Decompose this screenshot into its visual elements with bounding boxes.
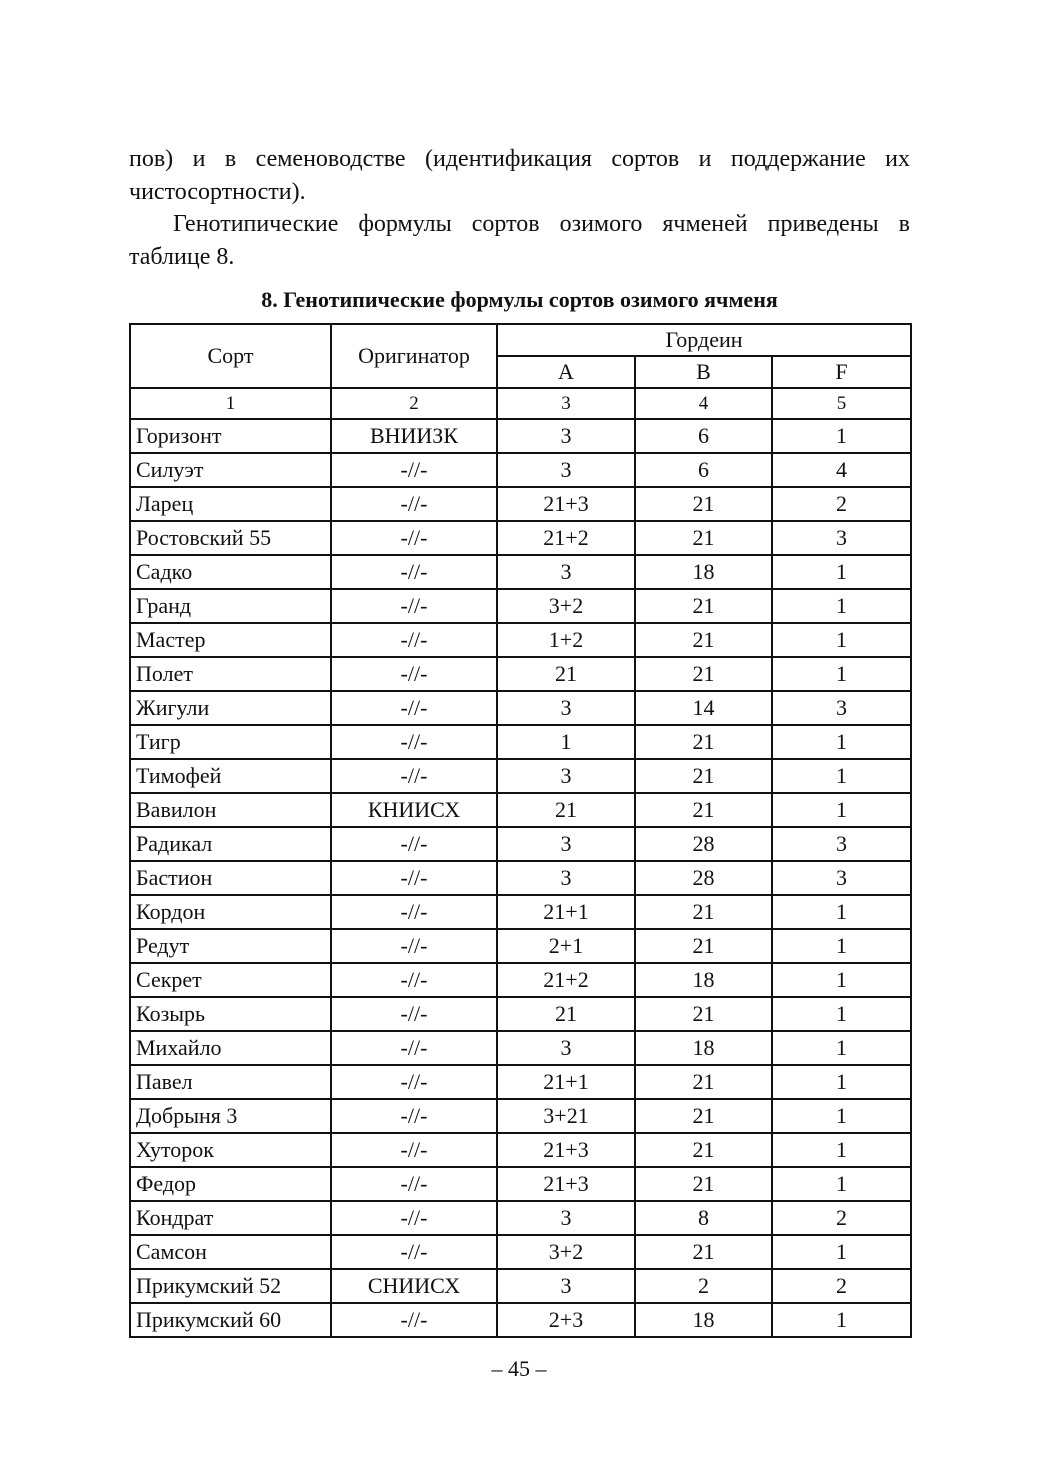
cell-variety: Мастер [130,623,331,657]
cell-variety: Ларец [130,487,331,521]
cell-variety: Радикал [130,827,331,861]
cell-variety: Секрет [130,963,331,997]
table-row [130,861,911,895]
cell-a: 3+2 [497,589,635,623]
cell-originator: -//- [331,1065,497,1099]
cell-variety: Кордон [130,895,331,929]
table-row [130,1065,911,1099]
table-row [130,555,911,589]
cell-f: 1 [772,657,911,691]
cell-f: 2 [772,1269,911,1303]
cell-b: 2 [635,1269,772,1303]
table-row [130,929,911,963]
table-row [130,725,911,759]
cell-b: 6 [635,453,772,487]
cell-originator: -//- [331,623,497,657]
cell-variety: Гранд [130,589,331,623]
cell-variety: Прикумский 60 [130,1303,331,1337]
cell-variety: Михайло [130,1031,331,1065]
cell-b: 21 [635,521,772,555]
cell-variety: Садко [130,555,331,589]
cell-originator: -//- [331,589,497,623]
cell-f: 1 [772,759,911,793]
table-row [130,487,911,521]
cell-variety: Хуторок [130,1133,331,1167]
cell-a: 3 [497,1269,635,1303]
cell-originator: -//- [331,827,497,861]
cell-a: 2+1 [497,929,635,963]
column-number-row [130,388,911,419]
cell-b: 21 [635,657,772,691]
table-row [130,963,911,997]
cell-variety: Кондрат [130,1201,331,1235]
cell-f: 1 [772,589,911,623]
cell-f: 1 [772,1031,911,1065]
cell-a: 3+21 [497,1099,635,1133]
cell-f: 1 [772,997,911,1031]
cell-f: 2 [772,1201,911,1235]
page-number: – 45 – [491,1356,547,1381]
cell-variety: Самсон [130,1235,331,1269]
cell-b: 8 [635,1201,772,1235]
cell-f: 3 [772,861,911,895]
cell-a: 21+3 [497,1167,635,1201]
cell-variety: Добрыня 3 [130,1099,331,1133]
cell-a: 3 [497,691,635,725]
cell-b: 18 [635,963,772,997]
cell-b: 21 [635,1065,772,1099]
cell-variety: Козырь [130,997,331,1031]
cell-a: 3 [497,827,635,861]
cell-f: 3 [772,827,911,861]
cell-b: 21 [635,793,772,827]
cell-f: 1 [772,929,911,963]
cell-f: 1 [772,1099,911,1133]
cell-variety: Тигр [130,725,331,759]
cell-originator: -//- [331,487,497,521]
cell-b: 21 [635,895,772,929]
cell-f: 1 [772,1065,911,1099]
cell-b: 21 [635,929,772,963]
header-variety: Сорт [130,324,331,388]
cell-originator: КНИИСХ [331,793,497,827]
cell-originator: -//- [331,963,497,997]
cell-a: 3 [497,861,635,895]
cell-originator: -//- [331,895,497,929]
cell-b: 18 [635,1031,772,1065]
table-row [130,827,911,861]
header-b: B [635,356,772,388]
cell-b: 18 [635,555,772,589]
cell-originator: -//- [331,1031,497,1065]
cell-variety: Прикумский 52 [130,1269,331,1303]
cell-originator: -//- [331,657,497,691]
cell-f: 4 [772,453,911,487]
cell-a: 3 [497,419,635,453]
cell-a: 3 [497,1201,635,1235]
cell-originator: -//- [331,691,497,725]
table-row [130,589,911,623]
table-row [130,691,911,725]
cell-f: 1 [772,895,911,929]
genotype-table [129,323,912,1338]
table-row [130,657,911,691]
cell-b: 21 [635,589,772,623]
cell-a: 3+2 [497,1235,635,1269]
cell-variety: Федор [130,1167,331,1201]
cell-a: 3 [497,759,635,793]
table-row [130,1303,911,1337]
cell-a: 1+2 [497,623,635,657]
table-row [130,759,911,793]
cell-f: 1 [772,555,911,589]
cell-b: 21 [635,759,772,793]
cell-f: 1 [772,1235,911,1269]
cell-a: 21 [497,793,635,827]
cell-originator: -//- [331,1235,497,1269]
cell-originator: -//- [331,1303,497,1337]
cell-originator: -//- [331,759,497,793]
cell-variety: Редут [130,929,331,963]
cell-b: 21 [635,1133,772,1167]
column-number: 4 [635,388,772,419]
cell-a: 21 [497,997,635,1031]
cell-a: 3 [497,453,635,487]
cell-originator: -//- [331,555,497,589]
table-row [130,623,911,657]
cell-a: 21+3 [497,1133,635,1167]
cell-f: 1 [772,1303,911,1337]
cell-variety: Жигули [130,691,331,725]
header-originator: Оригинатор [331,324,497,388]
cell-b: 28 [635,827,772,861]
cell-f: 2 [772,487,911,521]
cell-originator: СНИИСХ [331,1269,497,1303]
cell-b: 14 [635,691,772,725]
cell-b: 21 [635,487,772,521]
cell-originator: -//- [331,1167,497,1201]
cell-b: 21 [635,1167,772,1201]
table-row [130,1167,911,1201]
table-caption: 8. Генотипические формулы сортов озимого ячменя [261,287,778,312]
cell-f: 1 [772,793,911,827]
cell-variety: Горизонт [130,419,331,453]
cell-originator: -//- [331,997,497,1031]
cell-f: 1 [772,1167,911,1201]
cell-originator: -//- [331,725,497,759]
cell-originator: ВНИИЗК [331,419,497,453]
cell-f: 3 [772,521,911,555]
cell-f: 1 [772,725,911,759]
cell-b: 21 [635,1099,772,1133]
table-row [130,1031,911,1065]
cell-a: 2+3 [497,1303,635,1337]
cell-b: 21 [635,725,772,759]
cell-b: 18 [635,1303,772,1337]
paragraph-continuation: пов) и в семеноводстве (идентификация сортов и поддержание их чистосортности). [129,146,910,205]
cell-f: 1 [772,1133,911,1167]
column-number: 1 [130,388,331,419]
cell-f: 1 [772,419,911,453]
cell-b: 21 [635,1235,772,1269]
cell-f: 3 [772,691,911,725]
cell-variety: Вавилон [130,793,331,827]
cell-a: 3 [497,555,635,589]
cell-originator: -//- [331,861,497,895]
cell-variety: Тимофей [130,759,331,793]
header-hordein: Гордеин [497,324,911,356]
table-row [130,1235,911,1269]
cell-f: 1 [772,963,911,997]
cell-variety: Павел [130,1065,331,1099]
table-row [130,997,911,1031]
cell-originator: -//- [331,1133,497,1167]
cell-variety: Бастион [130,861,331,895]
cell-variety: Ростовский 55 [130,521,331,555]
cell-a: 1 [497,725,635,759]
table-row [130,895,911,929]
header-f: F [772,356,911,388]
cell-originator: -//- [331,453,497,487]
cell-a: 21 [497,657,635,691]
table-row [130,793,911,827]
cell-b: 6 [635,419,772,453]
cell-a: 21+1 [497,895,635,929]
table-row [130,1099,911,1133]
table-row [130,419,911,453]
cell-originator: -//- [331,1099,497,1133]
table-row [130,1201,911,1235]
cell-originator: -//- [331,929,497,963]
cell-f: 1 [772,623,911,657]
cell-a: 21+3 [497,487,635,521]
cell-variety: Полет [130,657,331,691]
cell-b: 21 [635,623,772,657]
cell-a: 21+2 [497,521,635,555]
cell-b: 21 [635,997,772,1031]
cell-originator: -//- [331,1201,497,1235]
table-row [130,1269,911,1303]
table-body [130,388,911,1337]
cell-variety: Силуэт [130,453,331,487]
column-number: 5 [772,388,911,419]
table-row [130,521,911,555]
cell-a: 21+1 [497,1065,635,1099]
table-row [130,1133,911,1167]
header-a: A [497,356,635,388]
cell-b: 28 [635,861,772,895]
table-row [130,453,911,487]
column-number: 3 [497,388,635,419]
cell-a: 21+2 [497,963,635,997]
cell-a: 3 [497,1031,635,1065]
cell-originator: -//- [331,521,497,555]
column-number: 2 [331,388,497,419]
paragraph-intro: Генотипические формулы сортов озимого ячменей приведены в таблице 8. [129,211,910,270]
